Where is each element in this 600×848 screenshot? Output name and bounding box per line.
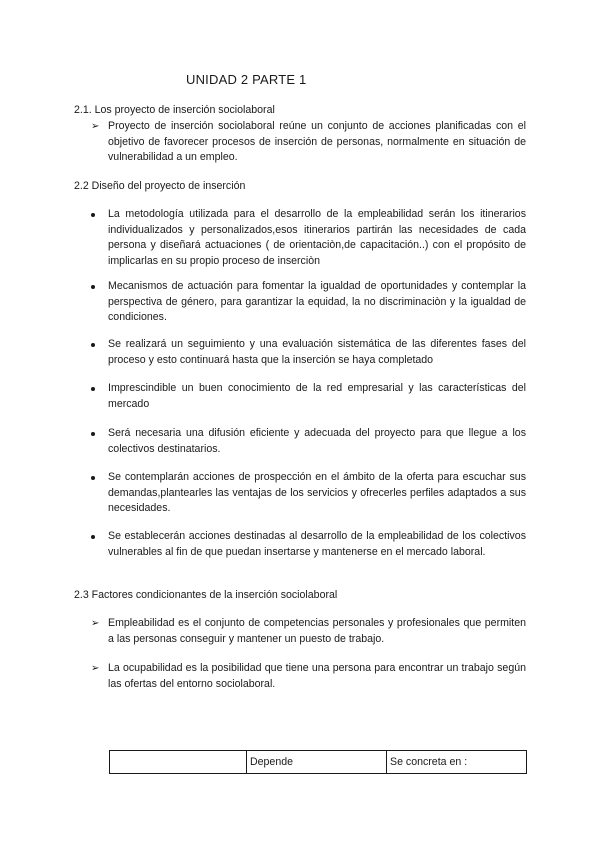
- concept-table: [109, 750, 527, 774]
- list-item-text: Se realizará un seguimiento y una evaluación sistemática de las diferentes fases del proceso y esto continuará hasta que la inserción se haya completado: [108, 338, 526, 366]
- list-item-text: Empleabilidad es el conjunto de competencias personales y profesionales que permiten a las personas conseguir y mantener un puesto de trabajo.: [108, 617, 526, 645]
- bullet-dot-icon: [91, 476, 95, 480]
- bullet-dot-icon: [91, 213, 95, 217]
- list-item-text: Proyecto de inserción sociolaboral reúne un conjunto de acciones planificadas con el objetivo de favorecer procesos de inserción de personas, normalmente en situación de vulnerabilidad a un empleo.: [108, 120, 526, 164]
- list-item: [108, 616, 526, 647]
- table-header-cell: Se concreta en :: [387, 751, 527, 774]
- list-item: [108, 337, 526, 368]
- list-item: [108, 279, 526, 326]
- arrow-bullet-icon: ➢: [91, 663, 100, 674]
- list-item-text: Será necesaria una difusión eficiente y adecuada del proyecto para que llegue a los colectivos destinatarios.: [108, 427, 526, 455]
- bullet-dot-icon: [91, 343, 95, 347]
- section-heading-2-2: 2.2 Diseño del proyecto de inserción: [74, 180, 246, 192]
- bullet-dot-icon: [91, 432, 95, 436]
- list-item: [108, 529, 526, 560]
- list-item-text: Mecanismos de actuación para fomentar la igualdad de oportunidades y contemplar la perspectiva de género, para garantizar la equidad, la no discriminaciòn y la igualdad de condiciones.: [108, 280, 526, 324]
- list-item: [108, 207, 526, 269]
- list-item-text: Se establecerán acciones destinadas al desarrollo de la empleabilidad de los colectivos vulnerables al fin de que puedan insertarse y mantenerse en el mercado laboral.: [108, 530, 526, 558]
- bullet-dot-icon: [91, 535, 95, 539]
- table-header-cell: Depende: [247, 751, 387, 774]
- table-row: [110, 751, 527, 774]
- section-heading-2-1: 2.1. Los proyecto de inserción sociolaboral: [74, 104, 275, 116]
- list-item: [108, 381, 526, 412]
- list-item: [108, 661, 526, 692]
- list-item: [108, 426, 526, 457]
- list-item-text: La ocupabilidad es la posibilidad que tiene una persona para encontrar un trabajo según las ofertas del entorno sociolaboral.: [108, 662, 526, 690]
- bullet-dot-icon: [91, 387, 95, 391]
- section-heading-2-3: 2.3 Factores condicionantes de la inserción sociolaboral: [74, 589, 338, 601]
- list-item-text: Imprescindible un buen conocimiento de la red empresarial y las características del mercado: [108, 382, 526, 410]
- arrow-bullet-icon: ➢: [91, 121, 100, 132]
- document-title: UNIDAD 2 PARTE 1: [186, 72, 307, 87]
- list-item-text: Se contemplarán acciones de prospección en el ámbito de la oferta para escuchar sus demandas,plantearles las ventajas de los servicios y ofrecerles perfiles adaptados a sus necesidades.: [108, 471, 526, 515]
- list-item: [108, 119, 526, 166]
- list-item: [108, 470, 526, 517]
- table-header-cell: [110, 751, 247, 774]
- bullet-dot-icon: [91, 285, 95, 289]
- list-item-text: La metodología utilizada para el desarrollo de la empleabilidad serán los itinerarios individualizados y personalizados,esos itinerarios partirán las necesidades de cada persona y diseñará actuaciones ( de orientaciòn,de capacitación..) con el propósito de implicarlas en su propio proceso de inserciòn: [108, 208, 526, 267]
- arrow-bullet-icon: ➢: [91, 618, 100, 629]
